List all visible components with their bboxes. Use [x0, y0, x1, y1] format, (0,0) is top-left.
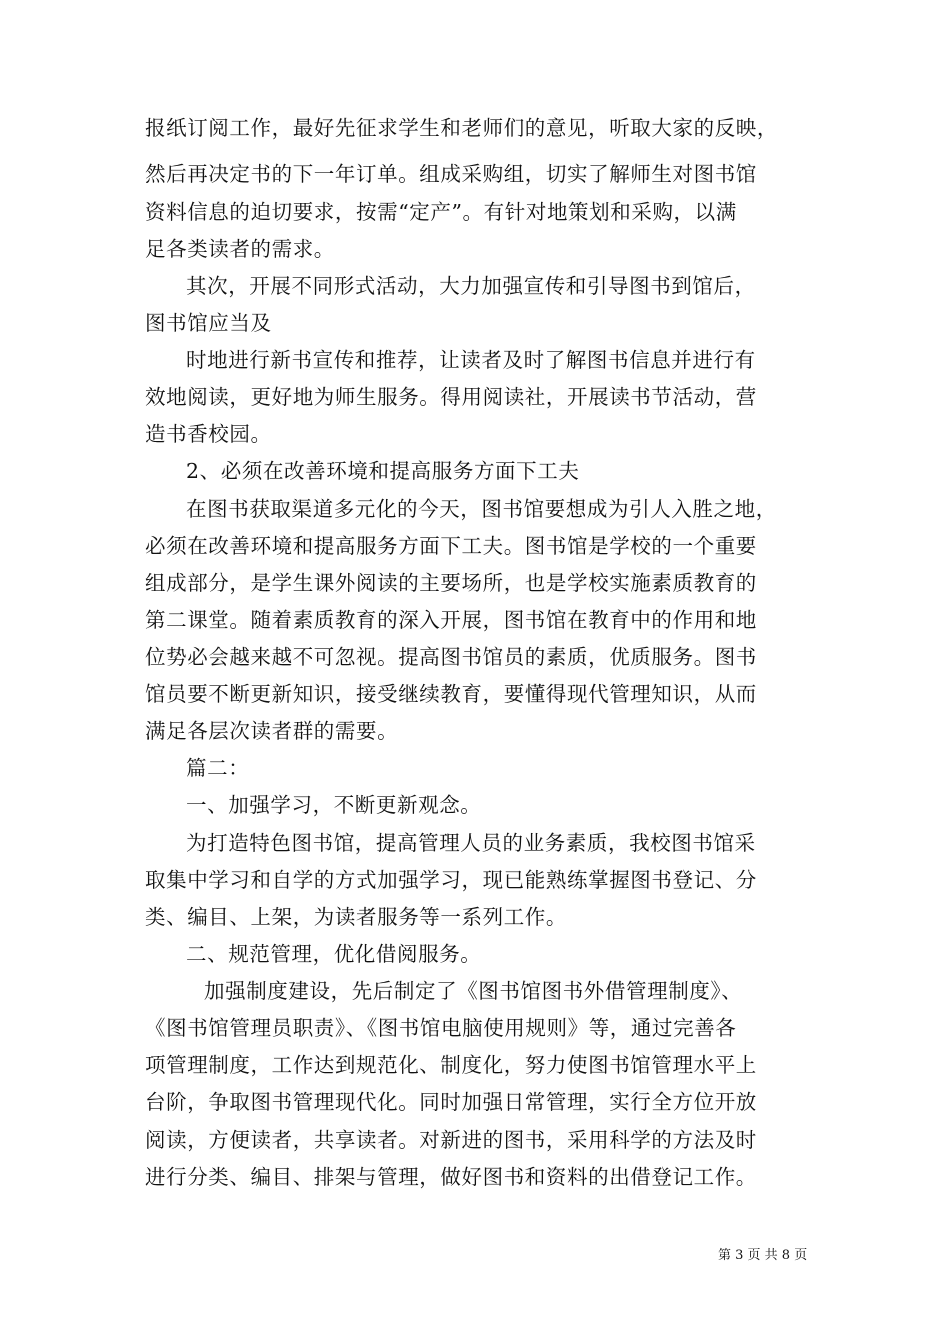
section-heading: 一、加强学习，不断更新观念。: [186, 793, 482, 817]
text-line: 然后再决定书的下一年订单。组成采购组，切实了解师生对图书馆: [145, 162, 757, 186]
text-line: 图书馆应当及: [145, 311, 272, 335]
text-line: 为打造特色图书馆，提高管理人员的业务素质，我校图书馆采: [186, 831, 756, 855]
text-line: 馆员要不断更新知识，接受继续教育，要懂得现代管理知识，从而: [145, 682, 757, 706]
section-heading: 2、必须在改善环境和提高服务方面下工夫: [186, 459, 580, 483]
text-line: 类、编目、上架，为读者服务等一系列工作。: [145, 905, 567, 929]
text-line: 足各类读者的需求。: [145, 237, 335, 261]
text-line: 满足各层次读者群的需要。: [145, 719, 399, 743]
text-line: 时地进行新书宣传和推荐，让读者及时了解图书信息并进行有: [186, 348, 756, 372]
text-line: 进行分类、编目、排架与管理，做好图书和资料的出借登记工作。: [145, 1165, 757, 1189]
text-line: 必须在改善环境和提高服务方面下工夫。图书馆是学校的一个重要: [145, 534, 757, 558]
text-line: 台阶，争取图书管理现代化。同时加强日常管理，实行全方位开放: [145, 1090, 757, 1114]
text-line: 造书香校园。: [145, 422, 272, 446]
text-line: 在图书获取渠道多元化的今天，图书馆要想成为引人入胜之地，: [186, 497, 777, 521]
text-line: 组成部分，是学生课外阅读的主要场所，也是学校实施素质教育的: [145, 571, 757, 595]
page-number: 第 3 页 共 8 页: [718, 1248, 808, 1263]
section-heading: 篇二：: [186, 756, 250, 780]
text-line: 其次，开展不同形式活动，大力加强宣传和引导图书到馆后，: [186, 274, 756, 298]
text-line: 资料信息的迫切要求，按需“定产”。有针对地策划和采购，以满: [145, 200, 737, 224]
text-line: 项管理制度，工作达到规范化、制度化，努力使图书馆管理水平上: [145, 1053, 757, 1077]
text-line: 效地阅读，更好地为师生服务。得用阅读社，开展读书节活动，营: [145, 385, 757, 409]
text-line: 第二课堂。随着素质教育的深入开展，图书馆在教育中的作用和地: [145, 608, 757, 632]
text-line: 《图书馆管理员职责》、《图书馆电脑使用规则》等，通过完善各: [145, 1016, 737, 1040]
text-line: 阅读，方便读者，共享读者。对新进的图书，采用科学的方法及时: [145, 1128, 757, 1152]
text-line: 加强制度建设，先后制定了《图书馆图书外借管理制度》、: [204, 979, 743, 1003]
text-line: 报纸订阅工作，最好先征求学生和老师们的意见，听取大家的反映，: [145, 116, 778, 140]
text-line: 取集中学习和自学的方式加强学习，现已能熟练掌握图书登记、分: [145, 868, 757, 892]
section-heading: 二、规范管理，优化借阅服务。: [186, 942, 482, 966]
text-line: 位势必会越来越不可忽视。提高图书馆员的素质，优质服务。图书: [145, 645, 757, 669]
